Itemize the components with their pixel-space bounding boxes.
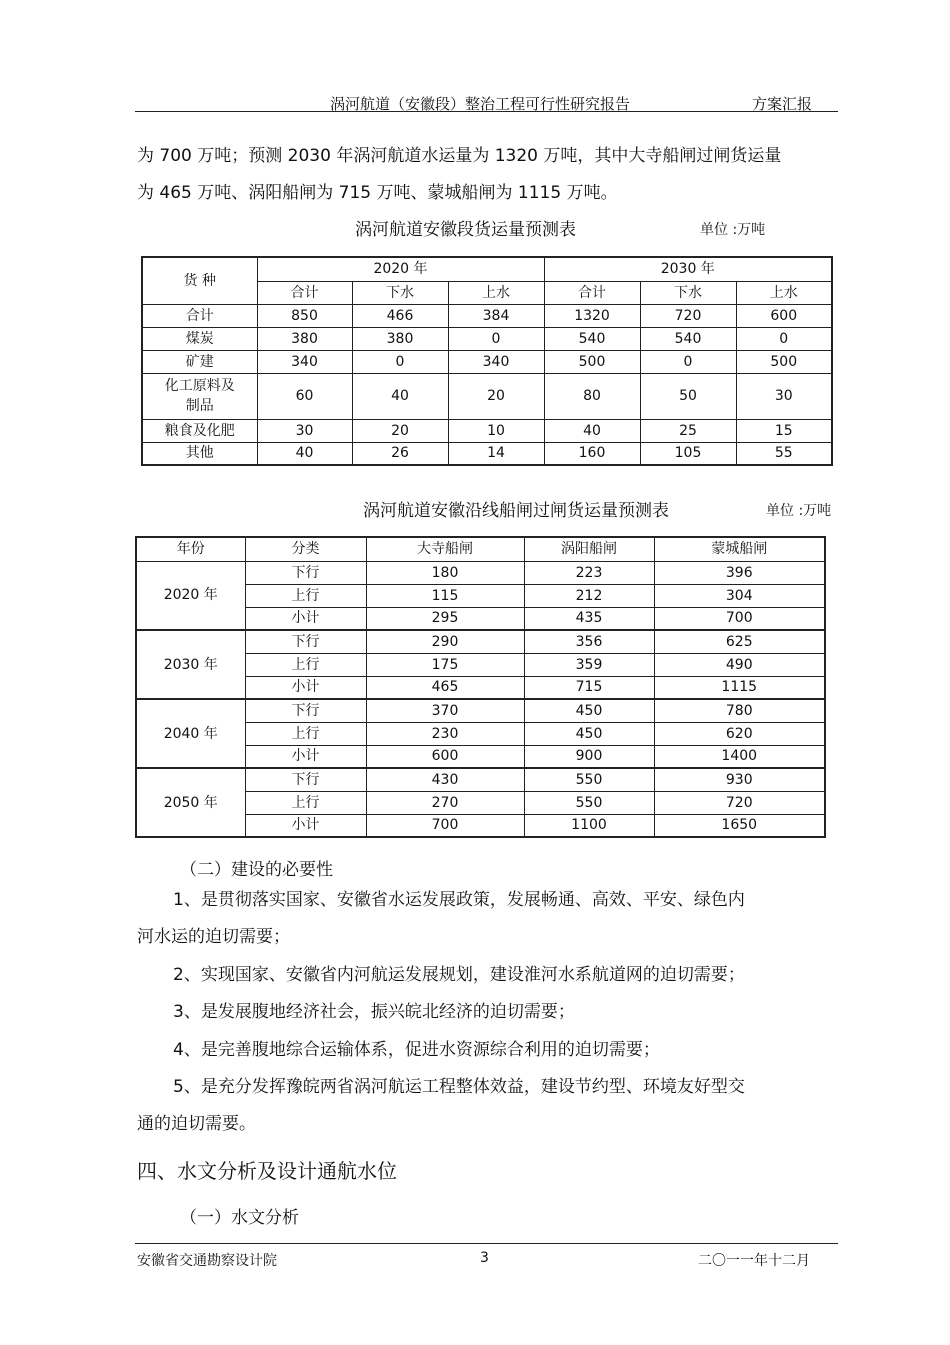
cell: 540: [640, 327, 736, 350]
cell: 700: [366, 814, 524, 837]
cell: 10: [448, 419, 544, 442]
footer-rule: [135, 1243, 838, 1244]
footer-org: 安徽省交通勘察设计院: [137, 1253, 277, 1269]
category-cell: 小计: [245, 814, 366, 837]
table2-caption: 涡河航道安徽沿线船闸过闸货运量预测表: [363, 501, 669, 521]
cell: 340: [257, 350, 352, 373]
cell: 850: [257, 304, 352, 327]
year-2030-header: 2030 年: [544, 257, 832, 281]
cell: 0: [736, 327, 832, 350]
table-row: [142, 373, 832, 419]
cell: 540: [544, 327, 640, 350]
cell: 295: [366, 607, 524, 630]
cell: 340: [448, 350, 544, 373]
table-row: [142, 419, 832, 442]
header-year: 年份: [136, 537, 245, 561]
table-row: [136, 699, 825, 722]
table-row: [136, 768, 825, 791]
table2-unit: 单位 :万吨: [766, 503, 832, 519]
section-4-title: 四、水文分析及设计通航水位: [137, 1159, 397, 1183]
cell: 223: [524, 561, 654, 584]
table-row: [136, 561, 825, 584]
cell: 720: [654, 791, 825, 814]
row-label: 合计: [142, 304, 257, 327]
cell: 380: [352, 327, 448, 350]
table-row: [136, 630, 825, 653]
header-guoyang-lock: 涡阳船闸: [524, 537, 654, 561]
necessity-heading: （二）建设的必要性: [180, 860, 333, 880]
cell: 270: [366, 791, 524, 814]
cell: 930: [654, 768, 825, 791]
subheader: 下水: [640, 281, 736, 304]
cell: 490: [654, 653, 825, 676]
table-row: [142, 442, 832, 465]
subheader: 合计: [544, 281, 640, 304]
cell: 700: [654, 607, 825, 630]
cell: 0: [640, 350, 736, 373]
cell: 14: [448, 442, 544, 465]
table-row: [142, 327, 832, 350]
cell: 600: [366, 745, 524, 768]
year-cell: 2040 年: [136, 699, 245, 768]
cell: 359: [524, 653, 654, 676]
year-cell: 2020 年: [136, 561, 245, 630]
subheader: 下水: [352, 281, 448, 304]
table-row: [142, 304, 832, 327]
category-cell: 上行: [245, 722, 366, 745]
cell: 105: [640, 442, 736, 465]
cell: 370: [366, 699, 524, 722]
subheader: 上水: [448, 281, 544, 304]
cell: 20: [352, 419, 448, 442]
goods-header: 货 种: [142, 257, 257, 304]
header-rule: [135, 111, 838, 112]
cell: 600: [736, 304, 832, 327]
cell: 40: [544, 419, 640, 442]
category-cell: 下行: [245, 561, 366, 584]
cell: 465: [366, 676, 524, 699]
cell: 80: [544, 373, 640, 419]
year-cell: 2030 年: [136, 630, 245, 699]
cell: 715: [524, 676, 654, 699]
category-cell: 下行: [245, 699, 366, 722]
intro-line-2: 为 465 万吨、涡阳船闸为 715 万吨、蒙城船闸为 1115 万吨。: [137, 183, 618, 203]
header-dasi-lock: 大寺船闸: [366, 537, 524, 561]
cell: 55: [736, 442, 832, 465]
cell: 450: [524, 699, 654, 722]
necessity-item-1a: 1、是贯彻落实国家、安徽省水运发展政策，发展畅通、高效、平安、绿色内: [173, 890, 745, 910]
cell: 20: [448, 373, 544, 419]
cell: 435: [524, 607, 654, 630]
subheader: 上水: [736, 281, 832, 304]
cell: 25: [640, 419, 736, 442]
cell: 466: [352, 304, 448, 327]
category-cell: 小计: [245, 676, 366, 699]
cell: 115: [366, 584, 524, 607]
row-label-line1: 化工原料及: [164, 378, 235, 394]
header-title: 涡河航道（安徽段）整治工程可行性研究报告: [330, 95, 631, 113]
row-label: [142, 373, 257, 419]
necessity-item-2: 2、实现国家、安徽省内河航运发展规划，建设淮河水系航道网的迫切需要；: [173, 965, 745, 985]
cell: 900: [524, 745, 654, 768]
category-cell: 小计: [245, 745, 366, 768]
cell: 500: [544, 350, 640, 373]
cell: 625: [654, 630, 825, 653]
category-cell: 上行: [245, 653, 366, 676]
section-4-subtitle: （一）水文分析: [180, 1208, 299, 1228]
cell: 550: [524, 791, 654, 814]
cell: 500: [736, 350, 832, 373]
footer-date: 二〇一一年十二月: [698, 1253, 810, 1269]
cell: 780: [654, 699, 825, 722]
cell: 60: [257, 373, 352, 419]
cell: 450: [524, 722, 654, 745]
row-label: 矿建: [142, 350, 257, 373]
footer-page-number: 3: [480, 1250, 489, 1266]
cell: 304: [654, 584, 825, 607]
row-label: 其他: [142, 442, 257, 465]
row-label: 煤炭: [142, 327, 257, 350]
row-label: 粮食及化肥: [142, 419, 257, 442]
cell: 40: [257, 442, 352, 465]
category-cell: 下行: [245, 768, 366, 791]
header-mengcheng-lock: 蒙城船闸: [654, 537, 825, 561]
cell: 160: [544, 442, 640, 465]
subheader: 合计: [257, 281, 352, 304]
necessity-item-3: 3、是发展腹地经济社会，振兴皖北经济的迫切需要；: [173, 1002, 575, 1022]
cell: 1100: [524, 814, 654, 837]
cell: 290: [366, 630, 524, 653]
cell: 15: [736, 419, 832, 442]
cell: 0: [448, 327, 544, 350]
cell: 1650: [654, 814, 825, 837]
year-2020-header: 2020 年: [257, 257, 544, 281]
cell: 1115: [654, 676, 825, 699]
cell: 1320: [544, 304, 640, 327]
necessity-item-5b: 通的迫切需要。: [137, 1114, 256, 1134]
cell: 384: [448, 304, 544, 327]
row-label-line2: 制品: [185, 398, 214, 414]
table1-unit: 单位 :万吨: [700, 222, 766, 238]
cell: 30: [736, 373, 832, 419]
cell: 380: [257, 327, 352, 350]
intro-line-1: 为 700 万吨；预测 2030 年涡河航道水运量为 1320 万吨，其中大寺船闸过闸货运量: [137, 146, 782, 166]
cargo-forecast-table: [141, 256, 833, 466]
cell: 720: [640, 304, 736, 327]
necessity-item-1b: 河水运的迫切需要；: [137, 927, 290, 947]
year-cell: 2050 年: [136, 768, 245, 837]
cell: 40: [352, 373, 448, 419]
cell: 212: [524, 584, 654, 607]
category-cell: 上行: [245, 584, 366, 607]
cell: 175: [366, 653, 524, 676]
cell: 26: [352, 442, 448, 465]
cell: 0: [352, 350, 448, 373]
table1-caption: 涡河航道安徽段货运量预测表: [355, 220, 576, 240]
table-row: [142, 350, 832, 373]
category-cell: 小计: [245, 607, 366, 630]
cell: 396: [654, 561, 825, 584]
cell: 50: [640, 373, 736, 419]
cell: 550: [524, 768, 654, 791]
cell: 620: [654, 722, 825, 745]
necessity-item-4: 4、是完善腹地综合运输体系，促进水资源综合利用的迫切需要；: [173, 1040, 660, 1060]
cell: 430: [366, 768, 524, 791]
lock-forecast-table: [135, 536, 826, 838]
category-cell: 下行: [245, 630, 366, 653]
necessity-item-5a: 5、是充分发挥豫皖两省涡河航运工程整体效益，建设节约型、环境友好型交: [173, 1077, 745, 1097]
header-category: 分类: [245, 537, 366, 561]
cell: 230: [366, 722, 524, 745]
cell: 356: [524, 630, 654, 653]
category-cell: 上行: [245, 791, 366, 814]
cell: 30: [257, 419, 352, 442]
header-right: 方案汇报: [752, 95, 813, 113]
cell: 1400: [654, 745, 825, 768]
cell: 180: [366, 561, 524, 584]
